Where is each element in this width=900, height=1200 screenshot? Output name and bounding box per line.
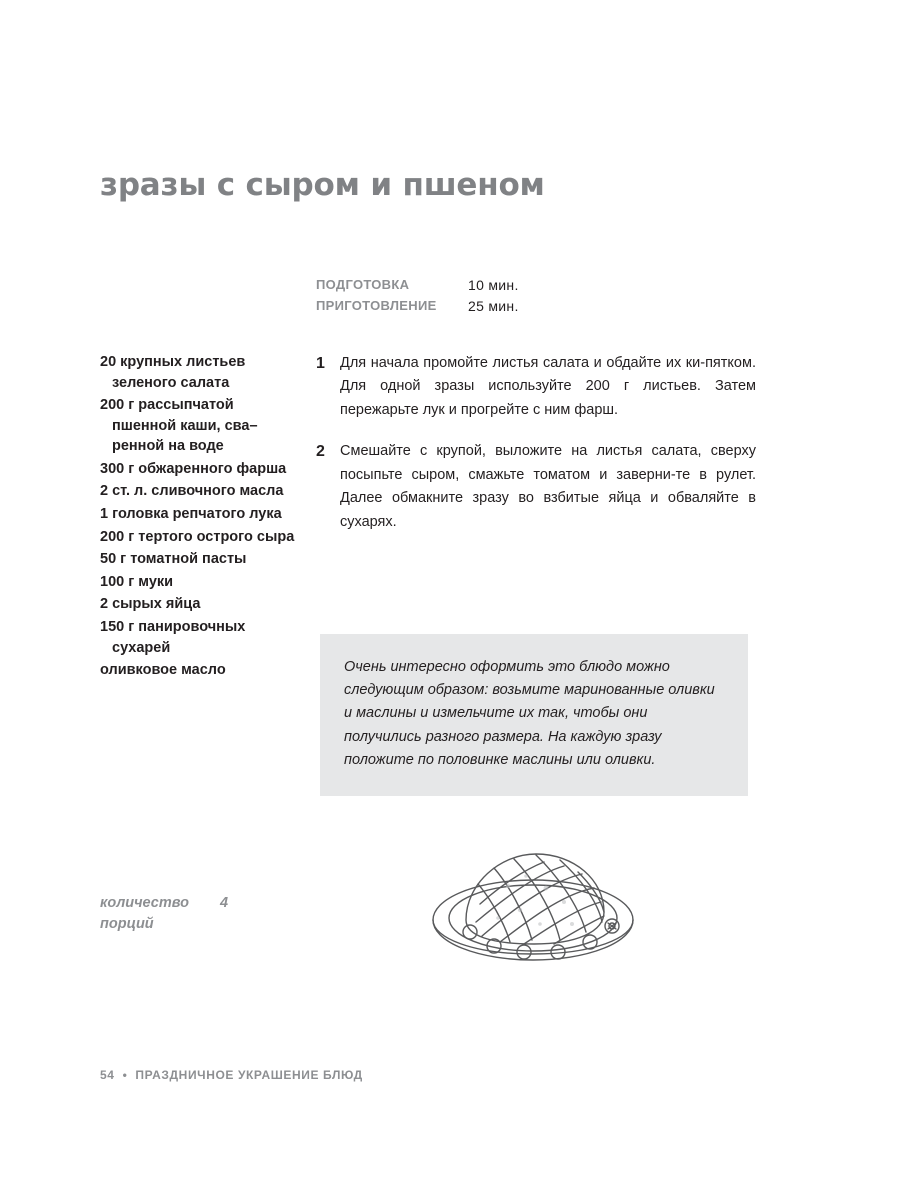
footer-separator: • bbox=[122, 1068, 128, 1082]
list-item: 200 г рассыпчатой пшенной каши, сва–ренной на воде bbox=[100, 397, 258, 455]
list-item: 2 сырых яйца bbox=[100, 596, 201, 613]
footer-page-number: 54 bbox=[100, 1068, 115, 1082]
cook-value: 25 мин. bbox=[468, 298, 519, 314]
timing-row-cook bbox=[316, 298, 616, 314]
prep-value: 10 мин. bbox=[468, 277, 519, 293]
list-item: 200 г тертого острого сыра bbox=[100, 528, 295, 545]
list-item: 2 ст. л. сливочного масла bbox=[100, 483, 284, 500]
footer-section-title: ПРАЗДНИЧНОЕ УКРАШЕНИЕ БЛЮД bbox=[135, 1068, 363, 1082]
list-item: 20 крупных листьев зеленого салата bbox=[100, 354, 246, 391]
step-number: 2 bbox=[316, 443, 325, 461]
list-item: 300 г обжаренного фарша bbox=[100, 460, 287, 477]
servings-block bbox=[100, 893, 300, 935]
list-item: 1 головка репчатого лука bbox=[100, 506, 282, 523]
list-item: 150 г панировочных сухарей bbox=[100, 618, 246, 656]
list-item: оливковое масло bbox=[100, 662, 226, 679]
ingredients-list bbox=[100, 352, 296, 683]
step-number: 1 bbox=[316, 355, 325, 372]
step-text: Для начала промойте листья салата и обдайте их ки-пятком. Для одной зразы используйте 200 г листьев. Затем пережарьте лук и прогрейте с ним фарш. bbox=[340, 355, 756, 418]
step-item bbox=[316, 440, 756, 534]
page-footer bbox=[100, 1068, 363, 1082]
servings-label: количество порций bbox=[100, 895, 189, 933]
prep-label: ПОДГОТОВКА bbox=[316, 277, 410, 292]
list-item: 50 г томатной пасты bbox=[100, 551, 247, 568]
tip-text: Очень интересно оформить это блюдо можно следующим образом: возьмите маринованные оливки и маслины и измельчите их так, чтобы они получились разного размера. На каждую зразу положите по половинке маслины или оливки. bbox=[344, 659, 715, 768]
servings-value: 4 bbox=[220, 895, 229, 911]
timing-block bbox=[316, 277, 616, 319]
tip-box bbox=[320, 634, 748, 796]
dish-illustration bbox=[408, 828, 658, 968]
timing-row-prep bbox=[316, 277, 616, 293]
page-title: зразы с сыром и пшеном bbox=[100, 166, 545, 203]
step-item bbox=[316, 352, 756, 422]
cook-label: ПРИГОТОВЛЕНИЕ bbox=[316, 298, 437, 313]
step-text: Смешайте с крупой, выложите на листья салата, сверху посыпьте сыром, смажьте томатом и заверни-те в рулет. Далее обмакните зразу во взбитые яйца и обваляйте в сухарях. bbox=[340, 443, 756, 530]
steps-list bbox=[316, 352, 756, 552]
list-item: 100 г муки bbox=[100, 573, 174, 590]
